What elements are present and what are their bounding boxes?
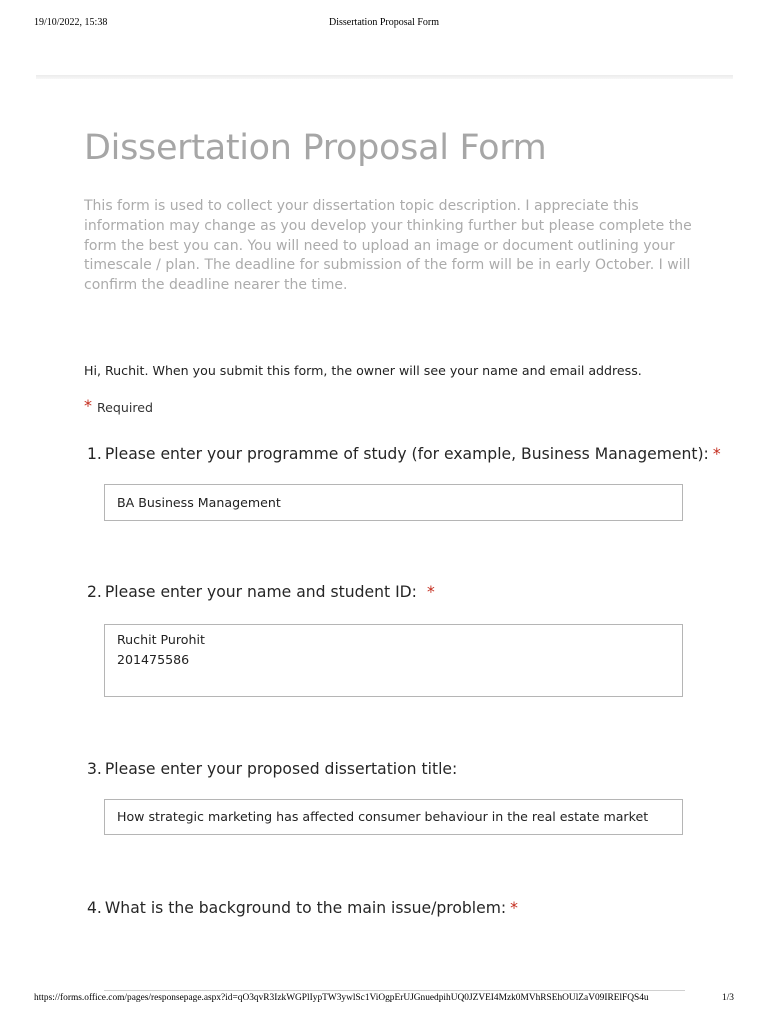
required-star: * (84, 396, 92, 415)
required-star: * (426, 583, 435, 601)
page-cut-divider (104, 990, 685, 991)
question-number: 4. (87, 899, 102, 917)
question-text: Please enter your programme of study (for example, Business Management): (104, 445, 709, 463)
form-description: This form is used to collect your dissertation topic description. I appreciate this information may change as you develop your thinking further but please complete the form the best you can. You will need to upload an image or document outlining your timescale / plan. The deadline for submission of the form will be in early October. I will confirm the deadline nearer the time. (84, 198, 692, 294)
question-text: Please enter your name and student ID: (104, 583, 417, 601)
answer-line: Ruchit Purohit (117, 632, 205, 647)
identity-notice: Hi, Ruchit. When you submit this form, the owner will see your name and email address. (84, 363, 642, 378)
print-header (0, 17, 768, 31)
question-number: 3. (87, 760, 102, 778)
print-datetime: 19/10/2022, 15:38 (34, 17, 108, 28)
question-4-label (87, 899, 518, 917)
answer-line: 201475586 (117, 652, 190, 667)
question-text: Please enter your proposed dissertation title: (104, 760, 458, 778)
required-star: * (712, 445, 721, 463)
question-number: 2. (87, 583, 102, 601)
form-top-divider (36, 75, 733, 79)
required-note (84, 397, 153, 416)
answer-line: How strategic marketing has affected consumer behaviour in the real estate market (117, 809, 649, 824)
print-url: https://forms.office.com/pages/responsepage.aspx?id=qO3qvR3IzkWGPlIypTW3ywlSc1ViOgpErUJGnuedpihUQ0JZVEI4Mzk0MVhRSEhOUlZaV09IRElFQS4u (34, 993, 649, 1003)
question-2-answer-field[interactable] (104, 624, 683, 697)
print-doc-title: Dissertation Proposal Form (329, 17, 439, 28)
question-number: 1. (87, 445, 102, 463)
question-1-label (87, 445, 721, 463)
required-star: * (510, 899, 518, 917)
question-1-answer-field[interactable] (104, 484, 683, 521)
question-2-label (87, 583, 435, 601)
question-3-answer-field[interactable] (104, 799, 683, 835)
form-title: Dissertation Proposal Form (84, 128, 547, 168)
answer-line: BA Business Management (117, 495, 281, 510)
print-page-number: 1/3 (722, 993, 734, 1003)
required-label: Required (97, 400, 154, 415)
question-3-label (87, 760, 457, 778)
question-text: What is the background to the main issue/problem: (104, 899, 507, 917)
